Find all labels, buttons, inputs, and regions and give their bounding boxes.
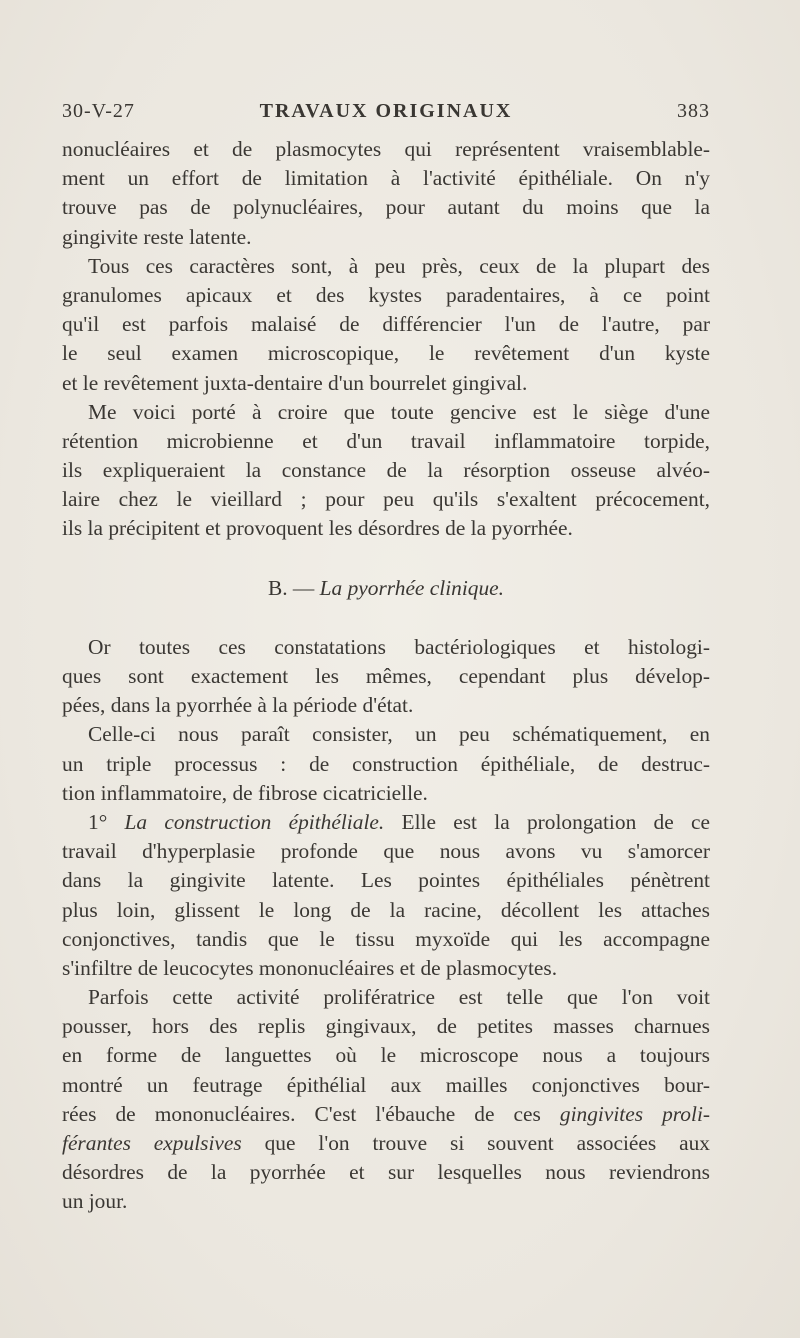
text-line: granulomes apicaux et des kystes paradentaires, à ce point — [62, 282, 710, 307]
paragraph-4 — [62, 633, 710, 721]
text-fragment: Elle est la prolongation de ce — [384, 809, 710, 834]
text-line: pousser, hors des replis gingivaux, de petites masses charnues — [62, 1014, 710, 1039]
text-line: Or toutes ces constatations bactériologiques et histologi- — [88, 634, 710, 659]
italic-term: La construction épithéliale. — [124, 809, 385, 834]
text-line: Me voici porté à croire que toute gencive est le siège d'une — [88, 399, 710, 424]
text-line: conjonctives, tandis que le tissu myxoïde qui les accompagne — [62, 926, 710, 951]
text-line — [62, 808, 710, 837]
text-fragment: rées de mononucléaires. C'est l'ébauche de ces — [62, 1101, 560, 1126]
text-line: Celle-ci nous paraît consister, un peu schématiquement, en — [88, 722, 710, 747]
text-line: et le revêtement juxta-dentaire d'un bourrelet gingival. — [62, 370, 528, 395]
italic-term: férantes expulsives — [62, 1131, 242, 1155]
text-line: un triple processus : de construction épithéliale, de destruc- — [62, 751, 710, 776]
paragraph-6 — [62, 808, 710, 983]
text-line: tion inflammatoire, de fibrose cicatricielle. — [62, 780, 428, 805]
text-line: rétention microbienne et d'un travail inflammatoire torpide, — [62, 428, 710, 453]
section-spacer — [62, 603, 710, 633]
text-line: dans la gingivite latente. Les pointes épithéliales pénètrent — [62, 868, 710, 893]
text-line: qu'il est parfois malaisé de différencier l'un de l'autre, par — [62, 312, 710, 337]
text-line — [62, 1100, 710, 1129]
text-line: Tous ces caractères sont, à peu près, ceux de la plupart des — [88, 253, 710, 278]
paragraph-3 — [62, 398, 710, 544]
text-line: le seul examen microscopique, le revêtement d'un kyste — [62, 341, 710, 366]
running-header — [62, 100, 710, 130]
text-line: travail d'hyperplasie profonde que nous avons vu s'amorcer — [62, 839, 710, 864]
text-line: plus loin, glissent le long de la racine, décollent les attaches — [62, 897, 710, 922]
text-line: en forme de languettes où le microscope nous a toujours — [62, 1043, 710, 1068]
text-line: Parfois cette activité prolifératrice est telle que l'on voit — [88, 985, 710, 1010]
paragraph-7 — [62, 983, 710, 1217]
body-text — [62, 135, 710, 1217]
text-line — [62, 1129, 710, 1158]
paragraph-5 — [62, 720, 710, 808]
text-line: ils expliqueraient la constance de la résorption osseuse alvéo- — [62, 458, 710, 483]
text-line: un jour. — [62, 1189, 128, 1214]
text-line: s'infiltre de leucocytes mononucléaires et de plasmocytes. — [62, 955, 558, 980]
subheading-title: La pyorrhée clinique. — [319, 575, 505, 600]
italic-term: gingivites proli- — [559, 1101, 711, 1126]
text-line: pées, dans la pyorrhée à la période d'état. — [62, 693, 414, 718]
text-line: ques sont exactement les mêmes, cependant plus dévelop- — [62, 664, 710, 688]
section-subheading — [62, 574, 710, 603]
text-line: montré un feutrage épithélial aux mailles conjonctives bour- — [62, 1072, 710, 1097]
text-line: gingivite reste latente. — [62, 224, 252, 249]
list-number: 1° — [88, 809, 125, 834]
text-line: ment un effort de limitation à l'activité épithéliale. On n'y — [62, 166, 710, 191]
text-fragment: que l'on trouve si souvent associées aux — [241, 1131, 710, 1155]
header-date: 30-V-27 — [62, 100, 135, 122]
subheading-prefix: B. — — [267, 575, 320, 600]
text-line: désordres de la pyorrhée et sur lesquelles nous reviendrons — [62, 1160, 710, 1185]
page-number: 383 — [677, 100, 710, 122]
text-line: laire chez le vieillard ; pour peu qu'ils s'exaltent précocement, — [62, 487, 710, 512]
header-title: TRAVAUX ORIGINAUX — [259, 100, 513, 122]
text-line: ils la précipitent et provoquent les désordres de la pyorrhée. — [62, 516, 573, 541]
text-line: trouve pas de polynucléaires, pour autant du moins que la — [62, 195, 710, 220]
paragraph-2 — [62, 252, 710, 398]
text-line: nonucléaires et de plasmocytes qui représentent vraisemblable- — [62, 137, 710, 161]
section-spacer — [62, 544, 710, 574]
paragraph-1 — [62, 135, 710, 252]
